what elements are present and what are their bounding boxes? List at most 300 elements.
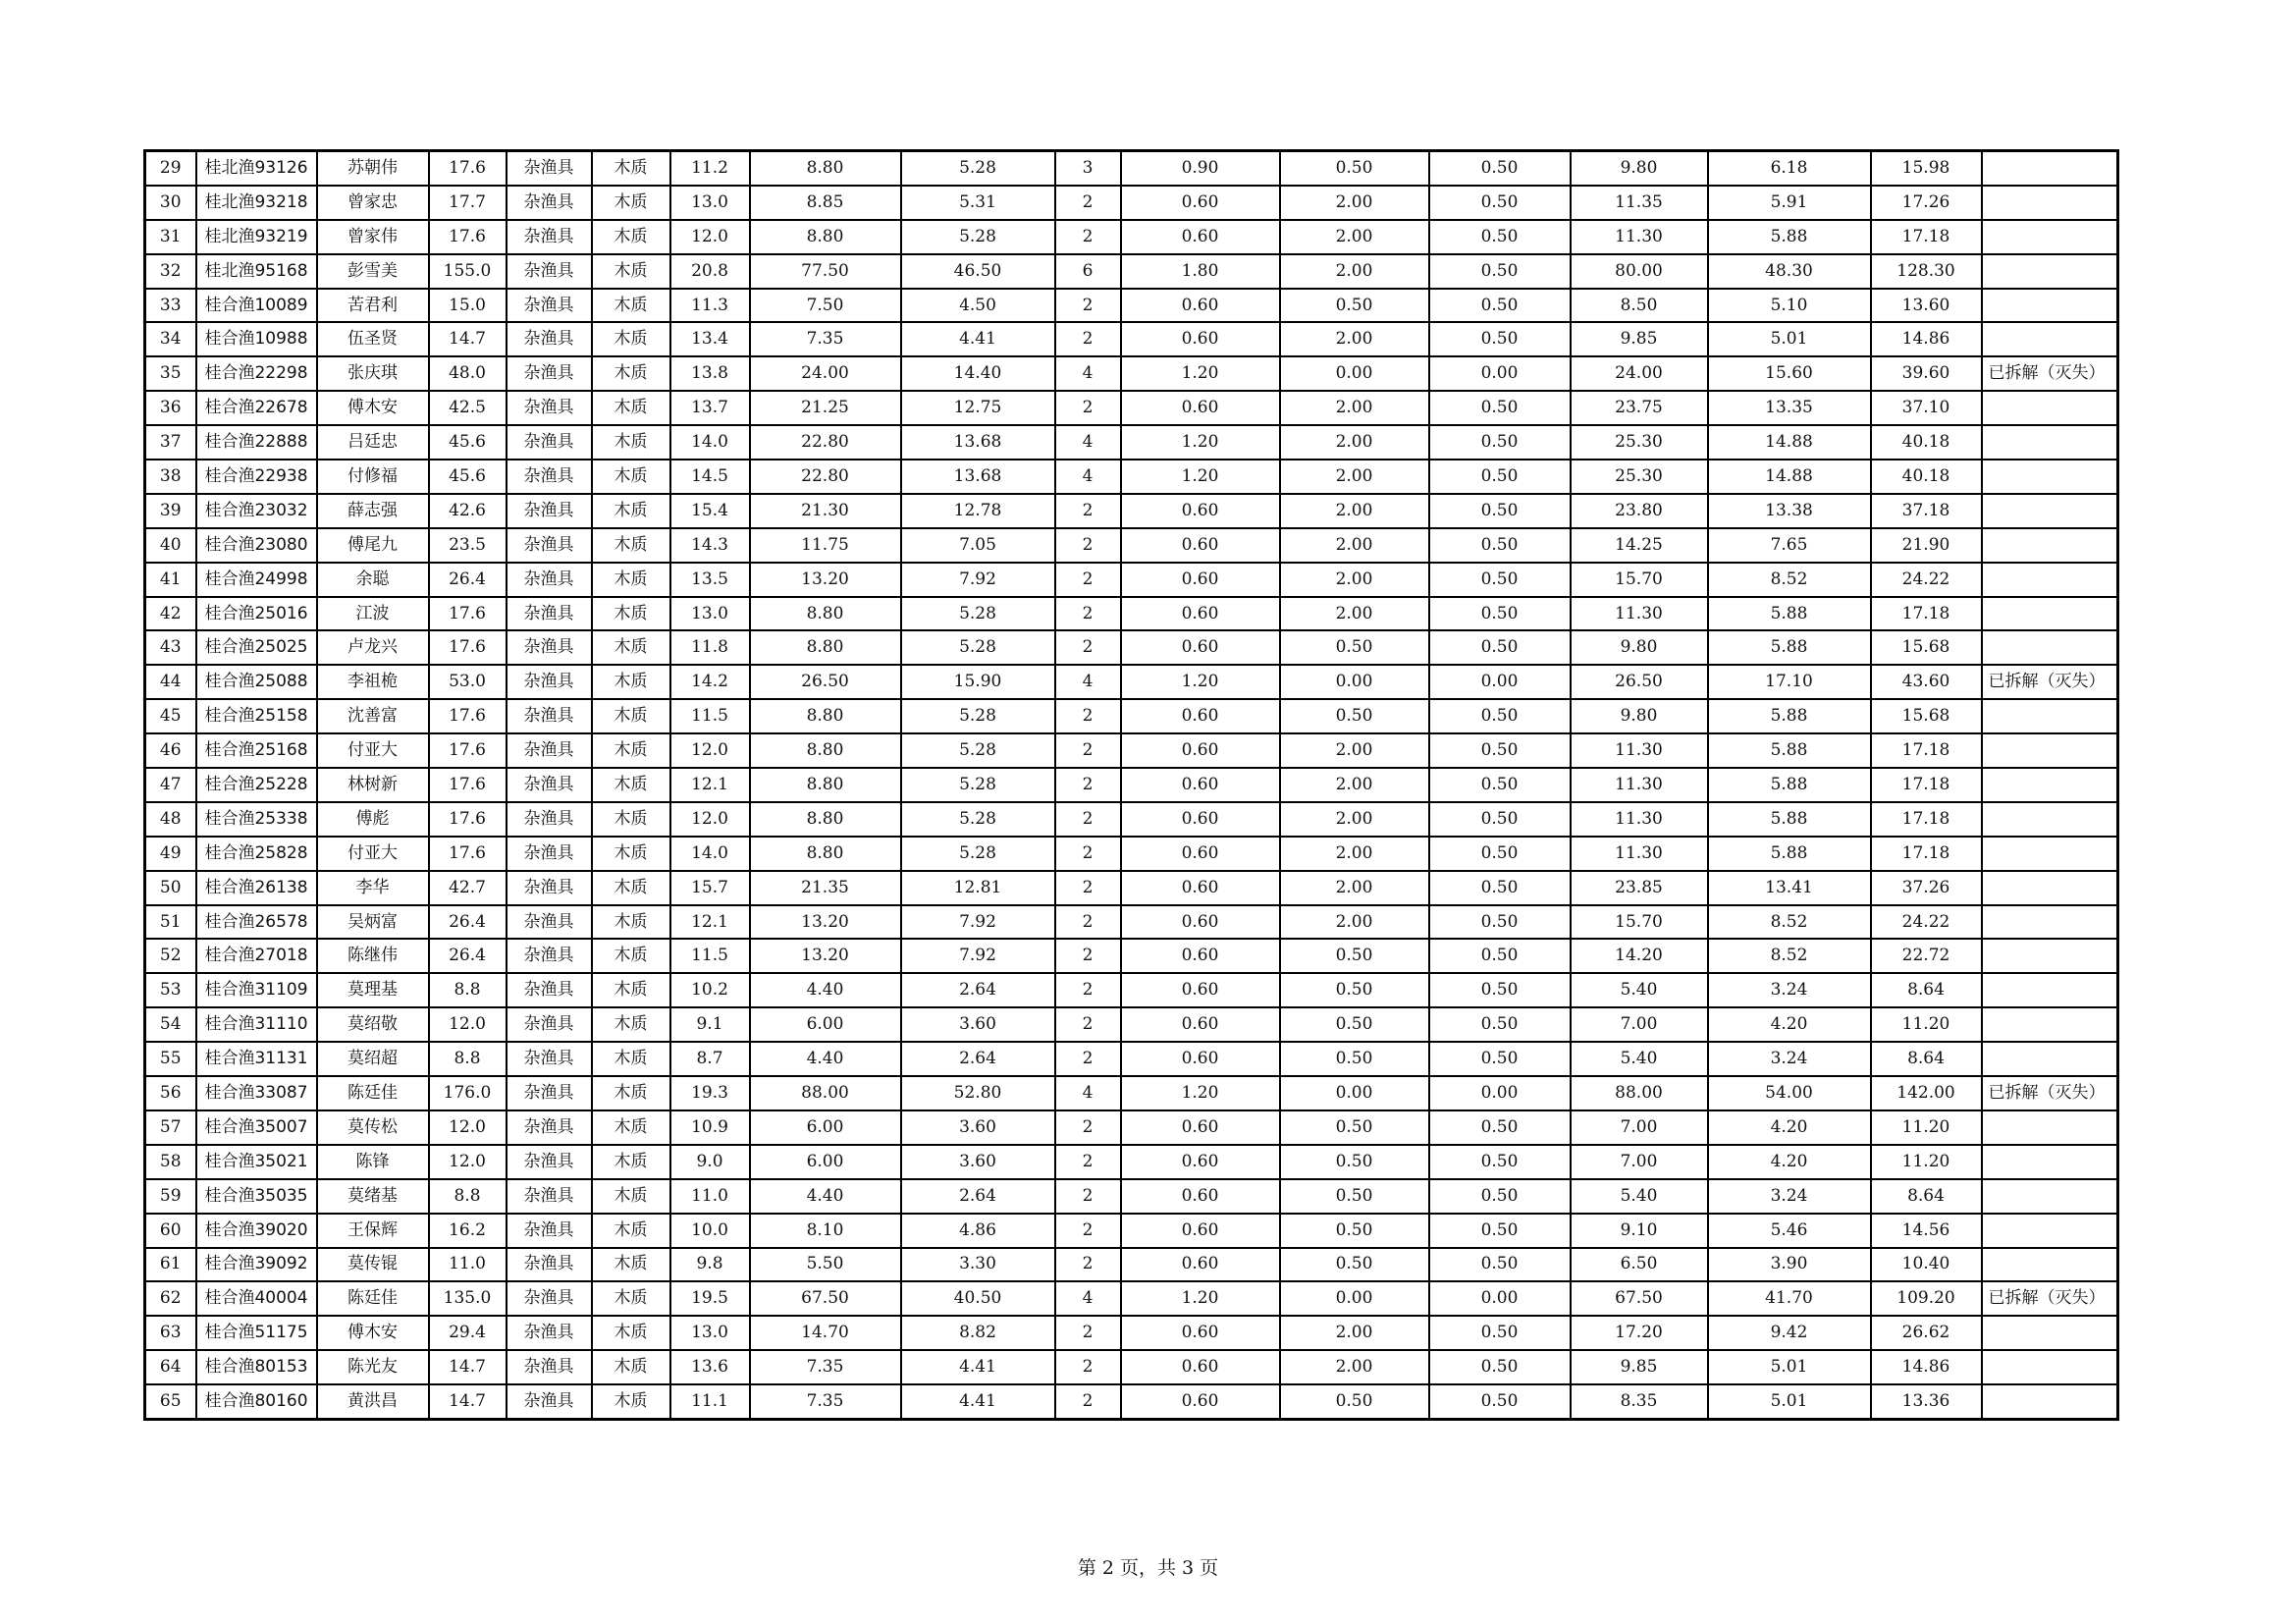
table-cell: 2 <box>1055 1214 1121 1248</box>
table-cell: 14.86 <box>1871 1350 1982 1384</box>
table-cell: 8.80 <box>750 733 901 768</box>
table-cell: 2 <box>1055 630 1121 665</box>
table-cell: 6 <box>1055 254 1121 289</box>
table-cell: 17.6 <box>429 802 507 837</box>
table-cell: 曾家忠 <box>317 186 429 220</box>
table-row <box>145 973 2118 1007</box>
table-cell: 39.60 <box>1871 356 1982 391</box>
table-cell: 4.86 <box>901 1214 1055 1248</box>
table-cell: 55 <box>145 1042 196 1076</box>
table-cell: 0.50 <box>1429 973 1571 1007</box>
table-cell: 木质 <box>592 1076 670 1110</box>
vessel-data-table <box>143 149 2119 1421</box>
table-cell: 8.8 <box>429 1179 507 1214</box>
table-cell: 王保辉 <box>317 1214 429 1248</box>
table-row <box>145 733 2118 768</box>
table-cell: 杂渔具 <box>507 254 592 289</box>
table-cell: 0.00 <box>1429 356 1571 391</box>
table-cell: 2 <box>1055 871 1121 905</box>
table-cell: 17.18 <box>1871 768 1982 802</box>
table-cell: 0.50 <box>1280 1042 1429 1076</box>
table-cell: 5.88 <box>1708 733 1871 768</box>
table-cell: 12.0 <box>429 1007 507 1042</box>
table-cell: 15.7 <box>670 871 750 905</box>
table-cell: 50 <box>145 871 196 905</box>
table-cell: 0.50 <box>1429 1007 1571 1042</box>
table-cell: 23.5 <box>429 528 507 563</box>
table-cell: 35 <box>145 356 196 391</box>
table-row <box>145 391 2118 425</box>
table-cell: 45 <box>145 699 196 733</box>
table-cell: 已拆解（灭失） <box>1982 1281 2118 1316</box>
table-cell: 0.50 <box>1280 1248 1429 1282</box>
table-cell: 11.20 <box>1871 1145 1982 1179</box>
table-cell: 11.5 <box>670 699 750 733</box>
table-cell: 8.52 <box>1708 563 1871 597</box>
table-cell: 17.18 <box>1871 733 1982 768</box>
table-cell: 19.3 <box>670 1076 750 1110</box>
table-cell: 2.00 <box>1280 494 1429 528</box>
table-cell: 59 <box>145 1179 196 1214</box>
table-cell: 8.80 <box>750 802 901 837</box>
table-cell <box>1982 494 2118 528</box>
table-cell: 0.50 <box>1280 1007 1429 1042</box>
table-cell: 22.80 <box>750 460 901 494</box>
table-cell: 13.20 <box>750 563 901 597</box>
table-cell <box>1982 254 2118 289</box>
table-cell: 杂渔具 <box>507 1214 592 1248</box>
table-cell: 桂合渔23032 <box>196 494 317 528</box>
table-cell: 0.60 <box>1121 563 1280 597</box>
table-cell: 陈廷佳 <box>317 1076 429 1110</box>
table-cell: 34 <box>145 322 196 356</box>
table-cell: 52 <box>145 939 196 973</box>
table-cell: 木质 <box>592 699 670 733</box>
table-cell: 5.01 <box>1708 1350 1871 1384</box>
table-cell: 23.80 <box>1571 494 1708 528</box>
table-cell: 黄洪昌 <box>317 1384 429 1419</box>
table-cell: 陈光友 <box>317 1350 429 1384</box>
table-cell: 49 <box>145 837 196 871</box>
table-cell: 3.90 <box>1708 1248 1871 1282</box>
table-cell: 155.0 <box>429 254 507 289</box>
table-cell: 0.60 <box>1121 1214 1280 1248</box>
table-cell: 桂合渔35035 <box>196 1179 317 1214</box>
table-cell: 30 <box>145 186 196 220</box>
table-cell: 2.00 <box>1280 733 1429 768</box>
table-cell: 22.72 <box>1871 939 1982 973</box>
table-cell: 63 <box>145 1316 196 1350</box>
table-cell: 已拆解（灭失） <box>1982 665 2118 699</box>
table-cell: 0.60 <box>1121 1248 1280 1282</box>
table-cell: 2 <box>1055 768 1121 802</box>
table-cell: 11.30 <box>1571 597 1708 631</box>
table-row <box>145 871 2118 905</box>
table-cell: 13.0 <box>670 597 750 631</box>
table-cell: 2.00 <box>1280 1316 1429 1350</box>
table-cell: 4.41 <box>901 1350 1055 1384</box>
table-cell: 14.7 <box>429 1350 507 1384</box>
table-cell: 杂渔具 <box>507 1110 592 1145</box>
table-cell: 桂合渔33087 <box>196 1076 317 1110</box>
table-cell: 17.6 <box>429 768 507 802</box>
table-cell: 9.85 <box>1571 1350 1708 1384</box>
table-row <box>145 425 2118 460</box>
table-cell: 17.18 <box>1871 220 1982 254</box>
table-cell: 11.30 <box>1571 802 1708 837</box>
table-row <box>145 1350 2118 1384</box>
table-cell: 88.00 <box>750 1076 901 1110</box>
table-cell: 41 <box>145 563 196 597</box>
table-cell: 桂合渔51175 <box>196 1316 317 1350</box>
table-cell: 李祖桅 <box>317 665 429 699</box>
table-cell: 11.1 <box>670 1384 750 1419</box>
table-cell: 13.4 <box>670 322 750 356</box>
table-cell: 14.7 <box>429 322 507 356</box>
table-cell: 8.80 <box>750 837 901 871</box>
table-cell: 17.6 <box>429 630 507 665</box>
table-cell: 4.20 <box>1708 1007 1871 1042</box>
table-cell: 付亚大 <box>317 733 429 768</box>
table-cell: 0.50 <box>1429 563 1571 597</box>
table-cell: 木质 <box>592 151 670 186</box>
table-row <box>145 699 2118 733</box>
table-cell: 0.60 <box>1121 289 1280 323</box>
table-cell: 11.5 <box>670 939 750 973</box>
table-cell: 8.64 <box>1871 973 1982 1007</box>
table-cell: 0.60 <box>1121 733 1280 768</box>
table-cell: 木质 <box>592 356 670 391</box>
table-cell: 2 <box>1055 289 1121 323</box>
table-cell: 9.1 <box>670 1007 750 1042</box>
table-cell: 13.35 <box>1708 391 1871 425</box>
table-row <box>145 665 2118 699</box>
table-cell: 15.0 <box>429 289 507 323</box>
table-cell: 杂渔具 <box>507 460 592 494</box>
table-cell: 0.00 <box>1429 665 1571 699</box>
table-cell: 25.30 <box>1571 425 1708 460</box>
table-cell: 2 <box>1055 322 1121 356</box>
table-cell: 24.00 <box>1571 356 1708 391</box>
table-cell: 苦君利 <box>317 289 429 323</box>
table-cell: 0.50 <box>1429 289 1571 323</box>
table-cell: 0.50 <box>1429 425 1571 460</box>
table-cell: 29 <box>145 151 196 186</box>
table-cell: 2 <box>1055 1110 1121 1145</box>
table-cell <box>1982 1007 2118 1042</box>
table-cell: 0.50 <box>1429 1316 1571 1350</box>
table-cell <box>1982 528 2118 563</box>
table-cell: 46 <box>145 733 196 768</box>
table-cell <box>1982 1179 2118 1214</box>
table-cell: 17.6 <box>429 151 507 186</box>
table-cell: 26.62 <box>1871 1316 1982 1350</box>
table-cell <box>1982 563 2118 597</box>
table-cell: 0.60 <box>1121 528 1280 563</box>
table-cell: 杂渔具 <box>507 391 592 425</box>
table-cell: 木质 <box>592 630 670 665</box>
table-cell: 4.50 <box>901 289 1055 323</box>
table-cell: 2.00 <box>1280 871 1429 905</box>
table-cell: 0.00 <box>1429 1076 1571 1110</box>
table-cell: 木质 <box>592 665 670 699</box>
table-cell: 10.9 <box>670 1110 750 1145</box>
table-cell: 1.20 <box>1121 425 1280 460</box>
table-cell: 5.40 <box>1571 973 1708 1007</box>
table-row <box>145 1316 2118 1350</box>
table-cell <box>1982 837 2118 871</box>
table-cell: 8.80 <box>750 630 901 665</box>
table-cell: 11.3 <box>670 289 750 323</box>
table-cell: 杂渔具 <box>507 356 592 391</box>
table-cell: 吴炳富 <box>317 905 429 940</box>
table-cell: 43 <box>145 630 196 665</box>
table-cell: 7.35 <box>750 1350 901 1384</box>
table-cell: 46.50 <box>901 254 1055 289</box>
table-cell: 0.60 <box>1121 768 1280 802</box>
table-cell: 6.00 <box>750 1007 901 1042</box>
table-cell: 木质 <box>592 1042 670 1076</box>
table-cell: 0.00 <box>1280 665 1429 699</box>
table-cell: 8.80 <box>750 699 901 733</box>
table-cell: 杂渔具 <box>507 1145 592 1179</box>
table-cell: 5.28 <box>901 837 1055 871</box>
table-row <box>145 528 2118 563</box>
table-cell: 木质 <box>592 1214 670 1248</box>
table-cell: 11.30 <box>1571 837 1708 871</box>
table-cell <box>1982 630 2118 665</box>
table-cell <box>1982 905 2118 940</box>
table-cell: 13.41 <box>1708 871 1871 905</box>
table-cell: 杂渔具 <box>507 871 592 905</box>
table-cell: 67.50 <box>1571 1281 1708 1316</box>
table-cell: 65 <box>145 1384 196 1419</box>
table-cell <box>1982 186 2118 220</box>
table-cell: 25.30 <box>1571 460 1708 494</box>
table-cell: 11.75 <box>750 528 901 563</box>
table-cell: 桂合渔39092 <box>196 1248 317 1282</box>
table-cell: 0.00 <box>1280 1076 1429 1110</box>
table-cell: 5.40 <box>1571 1042 1708 1076</box>
table-cell: 苏朝伟 <box>317 151 429 186</box>
table-cell: 23.75 <box>1571 391 1708 425</box>
table-cell: 8.64 <box>1871 1179 1982 1214</box>
table-cell: 8.82 <box>901 1316 1055 1350</box>
table-cell: 2 <box>1055 1179 1121 1214</box>
table-cell: 莫理基 <box>317 973 429 1007</box>
table-cell: 22.80 <box>750 425 901 460</box>
table-cell: 61 <box>145 1248 196 1282</box>
table-cell: 13.7 <box>670 391 750 425</box>
table-cell: 木质 <box>592 1384 670 1419</box>
table-cell: 5.88 <box>1708 837 1871 871</box>
table-cell: 4.40 <box>750 1179 901 1214</box>
table-cell: 莫传松 <box>317 1110 429 1145</box>
table-cell: 13.60 <box>1871 289 1982 323</box>
table-row <box>145 1179 2118 1214</box>
table-cell: 45.6 <box>429 425 507 460</box>
table-cell: 2 <box>1055 905 1121 940</box>
table-cell: 2 <box>1055 220 1121 254</box>
table-row <box>145 1042 2118 1076</box>
table-cell: 37.18 <box>1871 494 1982 528</box>
table-cell: 2 <box>1055 1042 1121 1076</box>
table-cell: 5.10 <box>1708 289 1871 323</box>
table-cell: 3.24 <box>1708 1179 1871 1214</box>
table-cell: 9.42 <box>1708 1316 1871 1350</box>
table-cell: 0.60 <box>1121 1042 1280 1076</box>
table-cell: 41.70 <box>1708 1281 1871 1316</box>
table-cell: 14.88 <box>1708 425 1871 460</box>
table-cell: 10.0 <box>670 1214 750 1248</box>
table-cell: 24.22 <box>1871 563 1982 597</box>
table-cell: 2 <box>1055 973 1121 1007</box>
table-cell: 2.00 <box>1280 528 1429 563</box>
table-cell: 桂合渔10089 <box>196 289 317 323</box>
table-cell <box>1982 425 2118 460</box>
table-cell: 0.50 <box>1429 1214 1571 1248</box>
table-cell: 12.75 <box>901 391 1055 425</box>
table-cell: 40.18 <box>1871 460 1982 494</box>
table-cell: 2 <box>1055 597 1121 631</box>
table-cell: 67.50 <box>750 1281 901 1316</box>
table-cell <box>1982 871 2118 905</box>
table-cell: 0.50 <box>1429 905 1571 940</box>
table-cell: 5.28 <box>901 220 1055 254</box>
table-cell: 杂渔具 <box>507 973 592 1007</box>
table-cell: 桂合渔35007 <box>196 1110 317 1145</box>
table-cell: 8.8 <box>429 973 507 1007</box>
table-cell: 0.50 <box>1280 1110 1429 1145</box>
table-cell: 伍圣贤 <box>317 322 429 356</box>
table-cell: 5.28 <box>901 733 1055 768</box>
table-cell: 1.20 <box>1121 1076 1280 1110</box>
table-cell: 11.2 <box>670 151 750 186</box>
table-cell: 木质 <box>592 322 670 356</box>
table-cell: 杂渔具 <box>507 1007 592 1042</box>
table-cell: 29.4 <box>429 1316 507 1350</box>
table-cell: 桂合渔25158 <box>196 699 317 733</box>
table-cell: 杂渔具 <box>507 905 592 940</box>
table-cell: 桂合渔25228 <box>196 768 317 802</box>
table-cell: 莫绍超 <box>317 1042 429 1076</box>
table-cell: 12.0 <box>429 1145 507 1179</box>
table-cell: 杂渔具 <box>507 151 592 186</box>
table-cell: 54.00 <box>1708 1076 1871 1110</box>
table-cell: 15.4 <box>670 494 750 528</box>
table-cell: 0.50 <box>1280 1145 1429 1179</box>
table-cell: 桂合渔31131 <box>196 1042 317 1076</box>
table-cell: 26.4 <box>429 905 507 940</box>
table-cell: 21.35 <box>750 871 901 905</box>
table-cell: 2 <box>1055 1145 1121 1179</box>
table-cell: 0.50 <box>1429 597 1571 631</box>
table-cell: 4.41 <box>901 1384 1055 1419</box>
table-cell: 11.20 <box>1871 1110 1982 1145</box>
table-cell: 9.85 <box>1571 322 1708 356</box>
table-cell: 0.60 <box>1121 494 1280 528</box>
table-cell: 11.20 <box>1871 1007 1982 1042</box>
table-cell: 9.10 <box>1571 1214 1708 1248</box>
table-cell: 杂渔具 <box>507 1316 592 1350</box>
table-cell: 17.10 <box>1708 665 1871 699</box>
table-cell: 26.4 <box>429 939 507 973</box>
table-cell: 0.50 <box>1280 1384 1429 1419</box>
table-cell: 桂合渔26138 <box>196 871 317 905</box>
table-cell: 2.64 <box>901 973 1055 1007</box>
table-cell: 48.30 <box>1708 254 1871 289</box>
table-cell: 12.0 <box>670 802 750 837</box>
table-cell: 5.28 <box>901 768 1055 802</box>
table-cell: 木质 <box>592 254 670 289</box>
table-cell: 3.24 <box>1708 1042 1871 1076</box>
table-cell: 14.2 <box>670 665 750 699</box>
table-cell: 0.50 <box>1429 939 1571 973</box>
table-cell: 2 <box>1055 494 1121 528</box>
table-cell: 48 <box>145 802 196 837</box>
table-cell: 0.50 <box>1429 733 1571 768</box>
table-cell: 木质 <box>592 528 670 563</box>
table-cell: 0.60 <box>1121 220 1280 254</box>
table-cell <box>1982 220 2118 254</box>
table-cell: 8.10 <box>750 1214 901 1248</box>
table-cell: 0.00 <box>1429 1281 1571 1316</box>
table-cell <box>1982 802 2118 837</box>
table-cell: 已拆解（灭失） <box>1982 1076 2118 1110</box>
table-cell: 10.40 <box>1871 1248 1982 1282</box>
table-cell: 0.50 <box>1429 699 1571 733</box>
table-row <box>145 802 2118 837</box>
table-cell: 5.40 <box>1571 1179 1708 1214</box>
table-cell: 陈继伟 <box>317 939 429 973</box>
table-cell: 2.00 <box>1280 905 1429 940</box>
table-cell: 17.6 <box>429 220 507 254</box>
table-cell: 13.8 <box>670 356 750 391</box>
table-cell: 7.00 <box>1571 1145 1708 1179</box>
table-cell: 桂合渔25088 <box>196 665 317 699</box>
table-cell: 木质 <box>592 1179 670 1214</box>
table-cell: 杂渔具 <box>507 528 592 563</box>
table-cell: 14.25 <box>1571 528 1708 563</box>
table-cell: 17.6 <box>429 733 507 768</box>
table-cell: 0.60 <box>1121 186 1280 220</box>
table-cell <box>1982 322 2118 356</box>
table-cell: 2.00 <box>1280 322 1429 356</box>
table-cell: 14.88 <box>1708 460 1871 494</box>
table-row <box>145 939 2118 973</box>
table-cell: 2.64 <box>901 1042 1055 1076</box>
table-cell: 53 <box>145 973 196 1007</box>
table-cell: 5.01 <box>1708 322 1871 356</box>
table-cell: 15.90 <box>901 665 1055 699</box>
table-cell: 0.60 <box>1121 973 1280 1007</box>
table-cell: 11.30 <box>1571 733 1708 768</box>
table-cell: 15.98 <box>1871 151 1982 186</box>
table-cell: 0.60 <box>1121 1007 1280 1042</box>
table-cell: 桂合渔40004 <box>196 1281 317 1316</box>
table-cell: 2.00 <box>1280 460 1429 494</box>
table-cell: 0.50 <box>1429 837 1571 871</box>
table-cell: 53.0 <box>429 665 507 699</box>
table-cell: 莫绪基 <box>317 1179 429 1214</box>
table-cell: 8.35 <box>1571 1384 1708 1419</box>
table-cell: 26.50 <box>750 665 901 699</box>
table-cell: 5.88 <box>1708 768 1871 802</box>
table-cell: 15.70 <box>1571 905 1708 940</box>
table-cell: 卢龙兴 <box>317 630 429 665</box>
table-cell: 杂渔具 <box>507 665 592 699</box>
table-cell: 5.88 <box>1708 597 1871 631</box>
